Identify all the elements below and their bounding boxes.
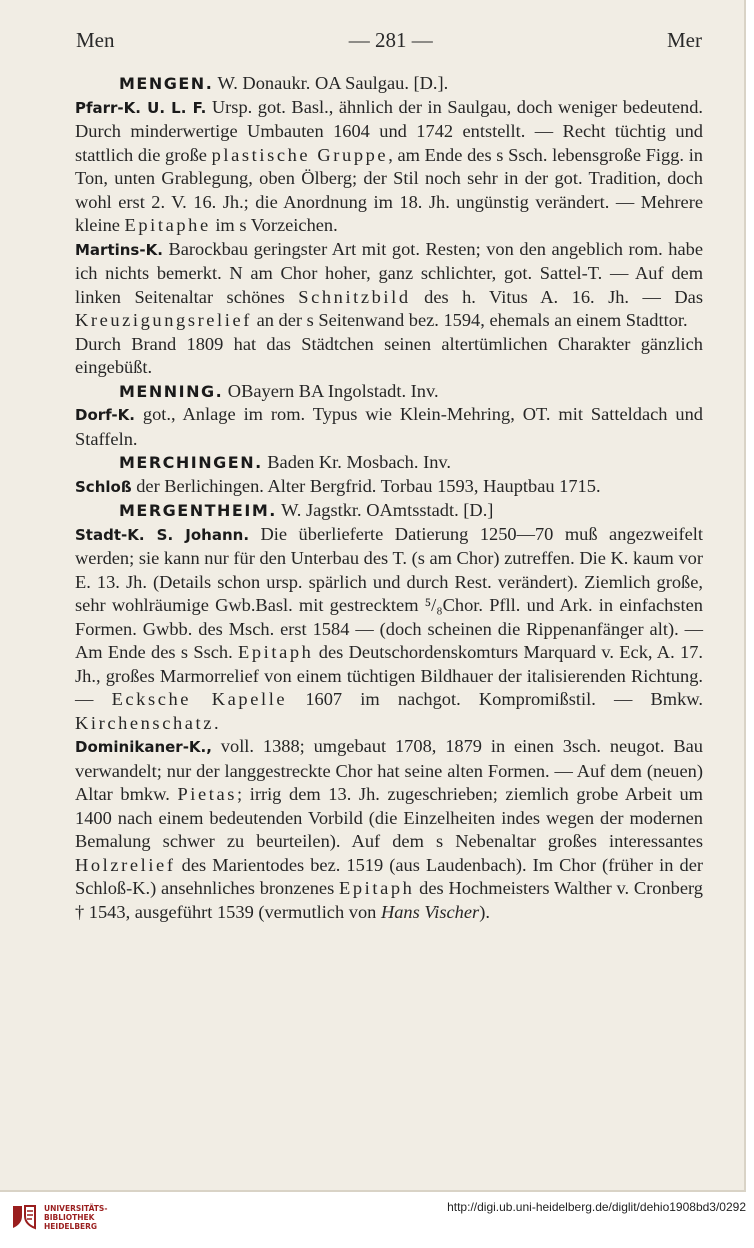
- paragraph-text: , am Ende des s Ssch. lebensgroße Figg. in Ton, unten Grablegung, oben Ölberg; der Stil noch sehr in der got. Tradition, doch wohl erst 2. V. 16. Jh.; die Anordnung im 18. Jh. ungünstig verändert. — Mehrere kleine: [75, 144, 703, 235]
- entry-paragraph: [75, 735, 703, 924]
- library-logo[interactable]: [10, 1202, 107, 1232]
- header-right: Mer: [667, 28, 702, 52]
- entry-paragraph: [75, 403, 703, 451]
- paragraph-text: Durch Brand 1809 hat das Städtchen seinen altertümlichen Charakter gänzlich eingebüßt.: [75, 333, 703, 377]
- emphasized-text: Pietas: [177, 784, 237, 804]
- paragraph-text: des h. Vitus A. 16. Jh. — Das: [410, 286, 703, 307]
- place-info: W. Jagstkr. OAmtsstadt. [D.]: [276, 500, 494, 520]
- emphasized-text: Kirchenschatz: [75, 712, 214, 733]
- paragraph-text: ).: [479, 901, 490, 922]
- place-name: MERCHINGEN.: [119, 453, 263, 472]
- library-name: UNIVERSITÄTS- BIBLIOTHEK HEIDELBERG: [44, 1203, 108, 1231]
- building-heading: Pfarr-K. U. L. F.: [75, 98, 207, 117]
- place-entry: [75, 451, 703, 475]
- emphasized-text: plastische Gruppe: [211, 144, 389, 165]
- building-heading: Stadt-K. S. Johann.: [75, 525, 250, 544]
- place-entry: [75, 499, 703, 523]
- body-text: [75, 72, 703, 924]
- entry-paragraph: [75, 96, 703, 238]
- paragraph-text: ; irrig dem 13. Jh. zugeschrieben; ziemlich grobe Arbeit um 1400 nach einem bedeutenden Vorbild (die Einzelheiten indes wegen der modernen Bemalung schwer zu beurteilen). Auf dem s Nebenaltar großes interessantes: [75, 784, 703, 851]
- paragraph-text: des Marientodes bez. 1519 (aus Laudenbach). Im Chor (früher in der Schloß-K.) ansehnliches bronzenes: [75, 854, 703, 898]
- emphasized-text: Epitaph: [238, 642, 314, 662]
- permalink[interactable]: http://digi.ub.uni-heidelberg.de/diglit/dehio1908bd3/0292: [447, 1200, 746, 1214]
- emphasized-text: Schnitzbild: [298, 286, 411, 307]
- emphasized-text: Hans Vischer: [380, 901, 480, 922]
- place-entry: [75, 380, 703, 404]
- place-info: Baden Kr. Mosbach. Inv.: [262, 452, 451, 472]
- paragraph-text: Barockbau geringster Art mit got. Resten; von den angeblich rom. habe ich nichts bemerkt. N am Chor hoher, ganz schlichter, got. Sattel-T. — Auf dem linken Seitenaltar schönes: [75, 238, 703, 307]
- paragraph-text: an der s Seitenwand bez. 1594, ehemals an einem Stadttor.: [251, 310, 688, 330]
- paragraph-text: der Berlichingen. Alter Bergfrid. Torbau 1593, Hauptbau 1715.: [131, 475, 601, 496]
- viewer-footer: [0, 1192, 754, 1248]
- paragraph-text: .: [213, 712, 219, 733]
- entry-paragraph: [75, 475, 703, 500]
- place-name: MENNING.: [119, 381, 224, 401]
- place-info: OBayern BA Ingolstadt. Inv.: [223, 380, 439, 401]
- entry-paragraph: [75, 238, 703, 333]
- paragraph-text: voll. 1388; umgebaut 1708, 1879 in einen 3sch. neugot. Bau verwandelt; nur der langgestreckte Chor hat seine alten Formen. — Auf dem (neuen) Altar bmkw.: [75, 736, 703, 804]
- emphasized-text: Kreuzigungsrelief: [75, 310, 252, 330]
- header-left: Men: [76, 28, 115, 52]
- paragraph-text: got., Anlage im rom. Typus wie Klein-Mehring, OT. mit Satteldach und Staffeln.: [75, 404, 703, 449]
- page-number: — 281 —: [348, 28, 433, 52]
- place-info: W. Donaukr. OA Saulgau. [D.].: [213, 73, 449, 93]
- place-name: MENGEN.: [119, 74, 214, 93]
- building-heading: Dominikaner-K.,: [75, 738, 212, 756]
- entry-paragraph: [75, 523, 703, 736]
- place-name: MERGENTHEIM.: [119, 501, 277, 520]
- paragraph-text: Ursp. got. Basl., ähnlich der in Saulgau, doch weniger bedeutend. Durch minderwertige Umbauten 1604 und 1742 entstellt. — Recht tüchtig und stattlich die große: [75, 96, 703, 165]
- emphasized-text: Holzrelief: [75, 854, 176, 875]
- paragraph-text: Die überlieferte Datierung 1250—70 muß angezweifelt werden; sie kann nur für den Unterbau des T. (s am Chor) zutreffen. Die K. kaum vor E. 13. Jh. (Details schon ursp. spärlich und durch Rest. verändert). Ziemlich große, sehr wohlräumige Gwb.Basl. mit gestrecktem ⁵/₈Chor. Pfll. und Ark. in einfachsten Formen. Gwbb. des Msch. erst 1584 — (doch scheinen die Rippenanfänger alt). — Am Ende des s Ssch.: [75, 523, 703, 662]
- building-heading: Schloß: [75, 477, 132, 496]
- place-entry: [75, 72, 703, 96]
- emphasized-text: Ecksche Kapelle: [111, 689, 288, 709]
- paragraph-text: 1607 im nachgot. Kompromißstil. — Bmkw.: [287, 689, 703, 709]
- library-seal-icon: [10, 1202, 38, 1232]
- building-heading: Martins-K.: [75, 240, 163, 259]
- emphasized-text: Epitaphe: [124, 215, 211, 235]
- emphasized-text: Epitaph: [339, 878, 415, 898]
- running-header: [76, 28, 702, 53]
- paragraph-text: des Deutschordenskomturs Marquard v. Eck, A. 17. Jh., großes Marmorrelief von einem tüchtigen Bildhauer der italisierenden Richtung. —: [75, 642, 703, 709]
- entry-paragraph: [75, 333, 703, 380]
- paragraph-text: des Hochmeisters Walther v. Cronberg † 1543, ausgeführt 1539 (vermutlich von: [75, 878, 703, 922]
- building-heading: Dorf-K.: [75, 406, 135, 424]
- paragraph-text: im s Vorzeichen.: [210, 215, 338, 235]
